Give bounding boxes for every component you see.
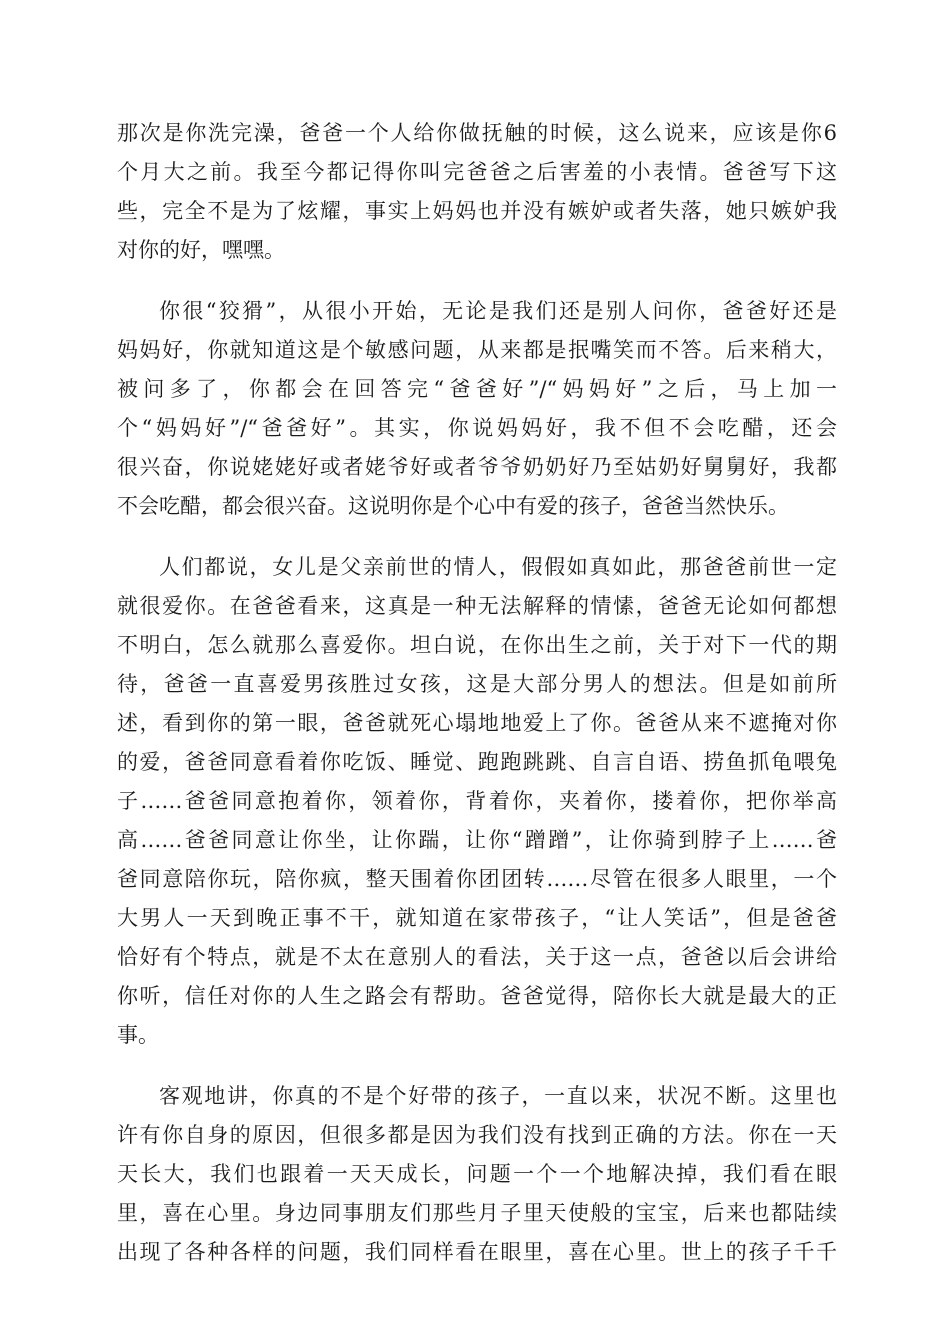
text-line: 高……爸爸同意让你坐，让你踹，让你“蹭蹭”，让你骑到脖子上……爸 [117, 828, 837, 852]
text-line: 待，爸爸一直喜爱男孩胜过女孩，这是大部分男人的想法。但是如前所 [117, 672, 837, 696]
paragraph [117, 292, 837, 526]
text-line: 的爱，爸爸同意看着你吃饭、睡觉、跑跑跳跳、自言自语、捞鱼抓龟喂兔 [117, 750, 837, 774]
text-line: 许有你自身的原因，但很多都是因为我们没有找到正确的方法。你在一天 [117, 1123, 837, 1147]
text-line: 人们都说，女儿是父亲前世的情人，假假如真如此，那爸爸前世一定 [159, 555, 837, 579]
text-line: 爸同意陪你玩，陪你疯，整天围着你团团转……尽管在很多人眼里，一个 [117, 867, 837, 891]
text-line: 不明白，怎么就那么喜爱你。坦白说，在你出生之前，关于对下一代的期 [117, 633, 837, 657]
paragraph [117, 1077, 837, 1272]
text-line: 天长大，我们也跟着一天天成长，问题一个一个地解决掉，我们看在眼 [117, 1162, 837, 1186]
text-line: 些，完全不是为了炫耀，事实上妈妈也并没有嫉妒或者失落，她只嫉妒我 [117, 199, 837, 223]
text-line: 你很“狡猾”，从很小开始，无论是我们还是别人问你，爸爸好还是 [159, 299, 837, 323]
text-line: 你听，信任对你的人生之路会有帮助。爸爸觉得，陪你长大就是最大的正 [117, 984, 837, 1008]
text-line: 大男人一天到晚正事不干，就知道在家带孩子，“让人笑话”，但是爸爸 [117, 906, 837, 930]
text-line: 客观地讲，你真的不是个好带的孩子，一直以来，状况不断。这里也 [159, 1084, 837, 1108]
paragraph [117, 548, 837, 1055]
text-line: 个“妈妈好”/“爸爸好”。其实，你说妈妈好，我不但不会吃醋，还会 [117, 416, 837, 440]
text-line: 很兴奋，你说姥姥好或者姥爷好或者爷爷奶奶好乃至姑奶好舅舅好，我都 [117, 455, 837, 479]
text-line: 个月大之前。我至今都记得你叫完爸爸之后害羞的小表情。爸爸写下这 [117, 160, 837, 184]
text-line: 述，看到你的第一眼，爸爸就死心塌地地爱上了你。爸爸从来不遮掩对你 [117, 711, 837, 735]
document-body [117, 114, 837, 1294]
text-line: 对你的好，嘿嘿。 [117, 238, 285, 262]
text-line: 不会吃醋，都会很兴奋。这说明你是个心中有爱的孩子，爸爸当然快乐。 [117, 494, 789, 518]
text-line: 里，喜在心里。身边同事朋友们那些月子里天使般的宝宝，后来也都陆续 [117, 1201, 837, 1225]
text-line: 被问多了，你都会在回答完“爸爸好”/“妈妈好”之后，马上加一 [117, 377, 837, 401]
paragraph [117, 114, 837, 270]
text-line: 就很爱你。在爸爸看来，这真是一种无法解释的情愫，爸爸无论如何都想 [117, 594, 837, 618]
text-line: 事。 [117, 1023, 159, 1047]
text-line: 那次是你洗完澡，爸爸一个人给你做抚触的时候，这么说来，应该是你6 [117, 121, 837, 145]
text-line: 恰好有个特点，就是不太在意别人的看法，关于这一点，爸爸以后会讲给 [117, 945, 837, 969]
text-line: 子……爸爸同意抱着你，领着你，背着你，夹着你，搂着你，把你举高 [117, 789, 837, 813]
text-line: 妈妈好，你就知道这是个敏感问题，从来都是抿嘴笑而不答。后来稍大， [117, 338, 837, 362]
text-line: 出现了各种各样的问题，我们同样看在眼里，喜在心里。世上的孩子千千 [117, 1240, 837, 1264]
